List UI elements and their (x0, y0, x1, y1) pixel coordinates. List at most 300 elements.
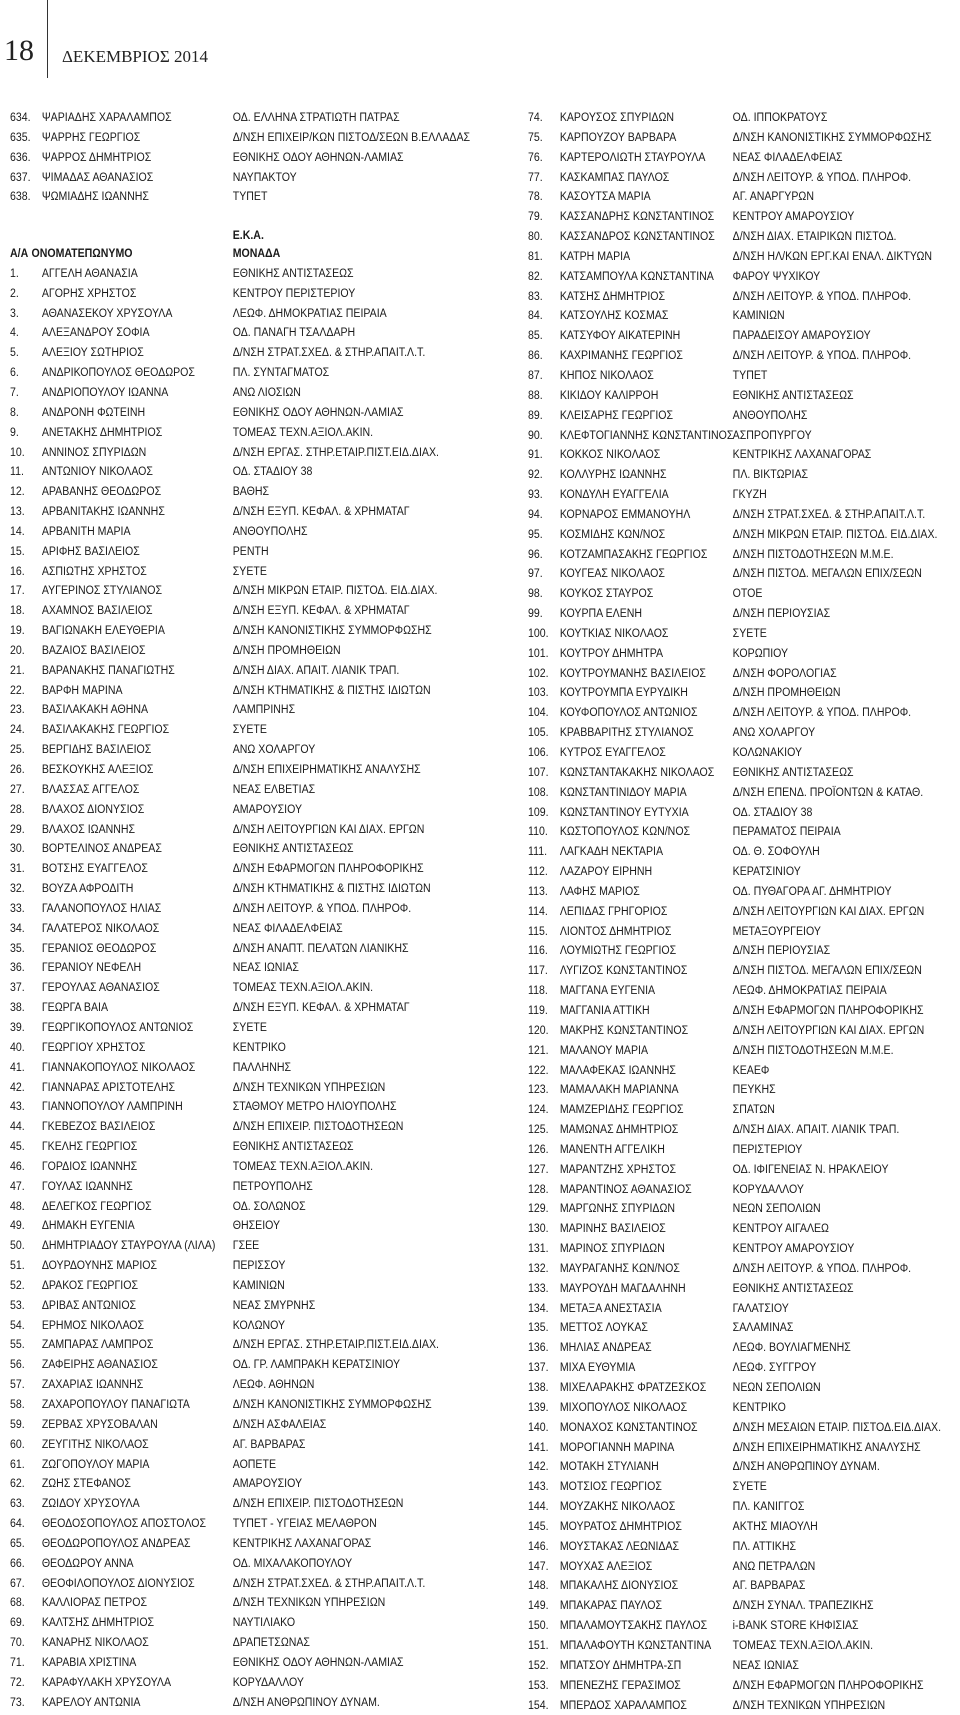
branch-unit: ΛΕΩΦ. ΔΗΜΟΚΡΑΤΙΑΣ ΠΕΙΡΑΙΑ (233, 304, 387, 324)
list-item (10, 1613, 431, 1633)
person-name: ΚΑΡΠΟΥΖΟΥ ΒΑΡΒΑΡΑ (560, 128, 676, 148)
person-name: ΚΑΤΣΟΥΛΗΣ ΚΟΣΜΑΣ (560, 306, 669, 326)
item-number: 70. (10, 1633, 25, 1653)
branch-unit: ΣΥΕΤΕ (233, 720, 267, 740)
person-name: ΚΑΡΑΦΥΛΑΚΗ ΧΡΥΣΟΥΛΑ (42, 1673, 171, 1693)
branch-unit: ΠΛ. ΑΤΤΙΚΗΣ (733, 1537, 796, 1557)
item-number: 47. (10, 1177, 25, 1197)
branch-unit: ΠΛ. ΣΥΝΤΑΓΜΑΤΟΣ (233, 363, 329, 383)
list-item (528, 981, 900, 1001)
branch-unit: ΕΘΝΙΚΗΣ ΟΔΟΥ ΑΘΗΝΩΝ-ΛΑΜΙΑΣ (233, 148, 404, 168)
person-name: ΓΕΡΑΝΙΟΥ ΝΕΦΕΛΗ (42, 958, 141, 978)
item-number: 144. (528, 1497, 549, 1517)
branch-unit: ΓΣΕΕ (233, 1236, 259, 1256)
list-item (528, 862, 900, 882)
branch-unit: ΑΚΤΗΣ ΜΙΑΟΥΛΗ (733, 1517, 818, 1537)
branch-unit: Δ/ΝΣΗ ΕΞΥΠ. ΚΕΦΑΛ. & ΧΡΗΜΑΤΑΓ (233, 998, 410, 1018)
branch-unit: Δ/ΝΣΗ ΚΤΗΜΑΤΙΚΗΣ & ΠΙΣΤΗΣ ΙΔΙΩΤΩΝ (233, 879, 431, 899)
list-item (528, 1100, 900, 1120)
branch-unit: ΟΔ. ΣΤΑΔΙΟΥ 38 (733, 803, 813, 823)
item-number: 36. (10, 958, 25, 978)
list-item (10, 187, 431, 207)
list-item (10, 148, 431, 168)
list-item (10, 168, 431, 188)
list-item (10, 1554, 431, 1574)
item-number: 134. (528, 1299, 549, 1319)
branch-unit: ΟΔ. ΙΦΙΓΕΝΕΙΑΣ Ν. ΗΡΑΚΛΕΙΟΥ (733, 1160, 889, 1180)
person-name: ΚΑΤΣΥΦΟΥ ΑΙΚΑΤΕΡΙΝΗ (560, 326, 680, 346)
item-number: 35. (10, 939, 25, 959)
item-number: 75. (528, 128, 543, 148)
person-name: ΚΟΥΓΕΑΣ ΝΙΚΟΛΑΟΣ (560, 564, 665, 584)
list-item (528, 564, 900, 584)
branch-unit: ΚΕΝΤΡΙΚΟ (233, 1038, 286, 1058)
item-number: 53. (10, 1296, 25, 1316)
branch-unit: ΑΝΘΟΥΠΟΛΗΣ (233, 522, 308, 542)
person-name: ΚΑΣΣΑΝΔΡΗΣ ΚΩΝΣΤΑΝΤΙΝΟΣ (560, 207, 714, 227)
person-name: ΜΙΧΕΛΑΡΑΚΗΣ ΦΡΑΤΖΕΣΚΟΣ (560, 1378, 706, 1398)
list-item (10, 562, 431, 582)
list-item (10, 1335, 431, 1355)
item-number: 128. (528, 1180, 549, 1200)
branch-unit: Δ/ΝΣΗ ΛΕΙΤΟΥΡ. & ΥΠΟΔ. ΠΛΗΡΟΦ. (733, 1259, 911, 1279)
list-item (528, 842, 900, 862)
item-number: 22. (10, 681, 25, 701)
list-item (10, 1455, 431, 1475)
branch-unit: Δ/ΝΣΗ ΤΕΧΝΙΚΩΝ ΥΠΗΡΕΣΙΩΝ (233, 1078, 386, 1098)
list-item (528, 1180, 900, 1200)
item-number: 92. (528, 465, 543, 485)
person-name: ΚΑΣΟΥΤΣΑ ΜΑΡΙΑ (560, 187, 651, 207)
item-number: 68. (10, 1593, 25, 1613)
person-name: ΓΑΛΑΤΕΡΟΣ ΝΙΚΟΛΑΟΣ (42, 919, 160, 939)
item-number: 634. (10, 108, 31, 128)
item-number: 107. (528, 763, 549, 783)
person-name: ΑΣΠΙΩΤΗΣ ΧΡΗΣΤΟΣ (42, 562, 147, 582)
list-item (528, 386, 900, 406)
list-item (528, 287, 900, 307)
list-item (10, 542, 431, 562)
list-item (10, 1474, 431, 1494)
branch-unit: Δ/ΝΣΗ ΛΕΙΤΟΥΡΓΙΩΝ ΚΑΙ ΔΙΑΧ. ΕΡΓΩΝ (733, 902, 925, 922)
person-name: ΕΡΗΜΟΣ ΝΙΚΟΛΑΟΣ (42, 1316, 144, 1336)
list-item (10, 998, 431, 1018)
branch-unit: ΠΑΛΛΗΝΗΣ (233, 1058, 291, 1078)
branch-unit: Δ/ΝΣΗ ΗΛ/ΚΩΝ ΕΡΓ.ΚΑΙ ΕΝΑΛ. ΔΙΚΤΥΩΝ (733, 247, 932, 267)
person-name: ΔΟΥΡΔΟΥΝΗΣ ΜΑΡΙΟΣ (42, 1256, 157, 1276)
person-name: ΖΑΦΕΙΡΗΣ ΑΘΑΝΑΣΙΟΣ (42, 1355, 158, 1375)
list-item (528, 584, 900, 604)
list-item (528, 1160, 900, 1180)
list-item (10, 899, 431, 919)
list-item (528, 465, 900, 485)
branch-unit: ΝΕΑΣ ΦΙΛΑΔΕΛΦΕΙΑΣ (233, 919, 343, 939)
item-number: 62. (10, 1474, 25, 1494)
person-name: ΚΟΥΤΚΙΑΣ ΝΙΚΟΛΑΟΣ (560, 624, 669, 644)
item-number: 66. (10, 1554, 25, 1574)
list-item (528, 545, 900, 565)
member-list-right (528, 108, 960, 1715)
branch-unit: ΕΘΝΙΚΗΣ ΑΝΤΙΣΤΑΣΕΩΣ (233, 839, 354, 859)
item-number: 12. (10, 482, 25, 502)
list-item (528, 1001, 900, 1021)
item-number: 5. (10, 343, 19, 363)
item-number: 4. (10, 323, 19, 343)
item-number: 7. (10, 383, 19, 403)
person-name: ΑΘΑΝΑΣΕΚΟΥ ΧΡΥΣΟΥΛΑ (42, 304, 173, 324)
left-column (10, 108, 500, 1713)
person-name: ΚΟΛΛΥΡΗΣ ΙΩΑΝΝΗΣ (560, 465, 667, 485)
item-number: 135. (528, 1318, 549, 1338)
branch-unit: Δ/ΝΣΗ ΠΙΣΤΟΔ. ΜΕΓΑΛΩΝ ΕΠΙΧ/ΣΕΩΝ (733, 961, 922, 981)
item-number: 112. (528, 862, 548, 882)
branch-unit: ΑΣΠΡΟΠΥΡΓΟΥ (733, 426, 812, 446)
list-item (528, 168, 900, 188)
branch-unit: ΚΕΡΑΤΣΙΝΙΟΥ (733, 862, 801, 882)
person-name: ΖΩΙΔΟΥ ΧΡΥΣΟΥΛΑ (42, 1494, 140, 1514)
person-name: ΜΑΜΩΝΑΣ ΔΗΜΗΤΡΙΟΣ (560, 1120, 679, 1140)
branch-unit: Δ/ΝΣΗ ΕΦΑΡΜΟΓΩΝ ΠΛΗΡΟΦΟΡΙΚΗΣ (233, 859, 424, 879)
list-item (10, 859, 431, 879)
branch-unit: Δ/ΝΣΗ ΔΙΑΧ. ΑΠΑΙΤ. ΛΙΑΝΙΚ ΤΡΑΠ. (233, 661, 400, 681)
person-name: ΜΟΥΖΑΚΗΣ ΝΙΚΟΛΑΟΣ (560, 1497, 675, 1517)
branch-unit: ΟΔ. ΠΥΘΑΓΟΡΑ ΑΓ. ΔΗΜΗΤΡΙΟΥ (733, 882, 892, 902)
list-item (10, 1296, 431, 1316)
branch-unit: Δ/ΝΣΗ ΚΑΝΟΝΙΣΤΙΚΗΣ ΣΥΜΜΟΡΦΩΣΗΣ (733, 128, 932, 148)
branch-unit: ΓΚΥΖΗ (733, 485, 767, 505)
person-name: ΜΑΥΡΟΥΔΗ ΜΑΓΔΑΛΗΝΗ (560, 1279, 686, 1299)
branch-unit: ΣΠΑΤΩΝ (733, 1100, 775, 1120)
list-item (10, 1673, 431, 1693)
item-number: 146. (528, 1537, 549, 1557)
list-item (528, 1418, 900, 1438)
branch-unit: ΤΥΠΕΤ - ΥΓΕΙΑΣ ΜΕΛΑΘΡΟΝ (233, 1514, 377, 1534)
person-name: ΖΕΡΒΑΣ ΧΡΥΣΟΒΑΛΑΝ (42, 1415, 158, 1435)
person-name: ΜΗΛΙΑΣ ΑΝΔΡΕΑΣ (560, 1338, 652, 1358)
branch-unit: Δ/ΝΣΗ ΛΕΙΤΟΥΡΓΙΩΝ ΚΑΙ ΔΙΑΧ. ΕΡΓΩΝ (233, 820, 425, 840)
list-item (528, 1696, 900, 1715)
item-number: 52. (10, 1276, 25, 1296)
branch-unit: ΕΘΝΙΚΗΣ ΑΝΤΙΣΤΑΣΕΩΣ (733, 1279, 854, 1299)
list-item (528, 1358, 900, 1378)
item-number: 637. (10, 168, 31, 188)
person-name: ΒΑΖΑΙΟΣ ΒΑΣΙΛΕΙΟΣ (42, 641, 146, 661)
item-number: 29. (10, 820, 25, 840)
branch-unit: ΣΥΕΤΕ (233, 562, 267, 582)
item-number: 23. (10, 700, 25, 720)
person-name: ΜΠΕΡΔΟΣ ΧΑΡΑΛΑΜΠΟΣ (560, 1696, 687, 1715)
list-item (528, 1517, 900, 1537)
branch-unit: ΟΤΟΕ (733, 584, 763, 604)
person-name: ΚΑΧΡΙΜΑΝΗΣ ΓΕΩΡΓΙΟΣ (560, 346, 683, 366)
item-number: 44. (10, 1117, 25, 1137)
list-item (10, 383, 431, 403)
person-name: ΚΟΚΚΟΣ ΝΙΚΟΛΑΟΣ (560, 445, 660, 465)
item-number: 16. (10, 562, 25, 582)
person-name: ΚΛΕΦΤΟΓΙΑΝΝΗΣ ΚΩΝΣΤΑΝΤΙΝΟΣ (560, 426, 734, 446)
page-number: 18 (4, 34, 34, 68)
list-item (528, 1041, 900, 1061)
person-name: ΚΗΠΟΣ ΝΙΚΟΛΑΟΣ (560, 366, 654, 386)
branch-unit: Δ/ΝΣΗ ΠΡΟΜΗΘΕΙΩΝ (233, 641, 341, 661)
list-item (10, 443, 431, 463)
item-number: 15. (10, 542, 25, 562)
list-item (10, 621, 431, 641)
item-number: 104. (528, 703, 549, 723)
item-number: 79. (528, 207, 543, 227)
list-item (10, 780, 431, 800)
person-name: ΓΑΛΑΝΟΠΟΥΛΟΣ ΗΛΙΑΣ (42, 899, 161, 919)
item-number: 11. (10, 462, 24, 482)
item-number: 121. (528, 1041, 549, 1061)
list-item (10, 1256, 431, 1276)
item-number: 34. (10, 919, 25, 939)
item-number: 45. (10, 1137, 25, 1157)
list-item (10, 919, 431, 939)
person-name: ΓΕΡΟΥΛΑΣ ΑΘΑΝΑΣΙΟΣ (42, 978, 160, 998)
item-number: 64. (10, 1514, 25, 1534)
branch-unit: ΜΕΤΑΞΟΥΡΓΕΙΟΥ (733, 922, 821, 942)
list-item (10, 1157, 431, 1177)
person-name: ΑΛΕΞΑΝΔΡΟΥ ΣΟΦΙΑ (42, 323, 150, 343)
item-number: 25. (10, 740, 25, 760)
item-number: 41. (10, 1058, 25, 1078)
person-name: ΖΑΧΑΡΟΠΟΥΛΟΥ ΠΑΝΑΓΙΩΤΑ (42, 1395, 190, 1415)
branch-unit: ΤΟΜΕΑΣ ΤΕΧΝ.ΑΞΙΟΛ.ΑΚΙΝ. (233, 423, 373, 443)
person-name: ΜΑΡΑΝΤΖΗΣ ΧΡΗΣΤΟΣ (560, 1160, 676, 1180)
person-name: ΑΝΔΡΙΚΟΠΟΥΛΟΣ ΘΕΟΔΩΡΟΣ (42, 363, 195, 383)
branch-unit: ΦΑΡΟΥ ΨΥΧΙΚΟΥ (733, 267, 820, 287)
person-name: ΑΧΑΜΝΟΣ ΒΑΣΙΛΕΙΟΣ (42, 601, 153, 621)
person-name: ΜΑΜΖΕΡΙΔΗΣ ΓΕΩΡΓΙΟΣ (560, 1100, 684, 1120)
item-number: 154. (528, 1696, 549, 1715)
item-number: 46. (10, 1157, 25, 1177)
item-number: 122. (528, 1061, 549, 1081)
list-item (528, 683, 900, 703)
branch-unit: ΚΕΝΤΡΟΥ ΠΕΡΙΣΤΕΡΙΟΥ (233, 284, 356, 304)
list-item (10, 978, 431, 998)
item-number: 120. (528, 1021, 549, 1041)
person-name: ΑΝΔΡΙΟΠΟΥΛΟΥ ΙΩΑΝΝΑ (42, 383, 169, 403)
person-name: ΜΕΤΑΞΑ ΑΝΕΣΤΑΣΙΑ (560, 1299, 662, 1319)
person-name: ΚΟΥΚΟΣ ΣΤΑΥΡΟΣ (560, 584, 653, 604)
person-name: ΨΩΜΙΑΔΗΣ ΙΩΑΝΝΗΣ (42, 187, 149, 207)
person-name: ΚΑΡΕΛΟΥ ΑΝΤΩΝΙΑ (42, 1693, 141, 1713)
table-header-row (10, 244, 431, 264)
header-unit: ΜΟΝΑΔΑ (233, 244, 281, 264)
person-name: ΒΑΡΑΝΑΚΗΣ ΠΑΝΑΓΙΩΤΗΣ (42, 661, 175, 681)
branch-unit: Δ/ΝΣΗ ΔΙΑΧ. ΕΤΑΙΡΙΚΩΝ ΠΙΣΤΟΔ. (733, 227, 897, 247)
list-item (528, 366, 900, 386)
person-name: ΚΑΣΣΑΝΔΡΟΣ ΚΩΝΣΤΑΝΤΙΝΟΣ (560, 227, 715, 247)
person-name: ΜΑΡΙΝΟΣ ΣΠΥΡΙΔΩΝ (560, 1239, 665, 1259)
item-number: 31. (10, 859, 25, 879)
branch-unit: Δ/ΝΣΗ ΦΟΡΟΛΟΓΙΑΣ (733, 664, 837, 684)
person-name: ΜΑΓΓΑΝΑ ΕΥΓΕΝΙΑ (560, 981, 655, 1001)
list-item (528, 1557, 900, 1577)
list-item (528, 1299, 900, 1319)
branch-unit: Δ/ΝΣΗ ΑΣΦΑΛΕΙΑΣ (233, 1415, 327, 1435)
header-number: Α/Α (10, 244, 28, 264)
list-item (528, 1061, 900, 1081)
item-number: 124. (528, 1100, 549, 1120)
person-name: ΑΓΟΡΗΣ ΧΡΗΣΤΟΣ (42, 284, 137, 304)
person-name: ΒΟΤΣΗΣ ΕΥΑΓΓΕΛΟΣ (42, 859, 148, 879)
person-name: ΜΠΑΛΑΦΟΥΤΗ ΚΩΝΣΤΑΝΤΙΝΑ (560, 1636, 711, 1656)
item-number: 37. (10, 978, 25, 998)
item-number: 125. (528, 1120, 549, 1140)
item-number: 635. (10, 128, 31, 148)
item-number: 67. (10, 1574, 25, 1594)
branch-unit: ΠΕΡΙΣΣΟΥ (233, 1256, 286, 1276)
list-item (528, 743, 900, 763)
list-item (528, 803, 900, 823)
person-name: ΚΟΥΤΡΟΥΜΑΝΗΣ ΒΑΣΙΛΕΙΟΣ (560, 664, 706, 684)
item-number: 60. (10, 1435, 25, 1455)
item-number: 141. (528, 1438, 549, 1458)
branch-unit: Δ/ΝΣΗ ΛΕΙΤΟΥΡ. & ΥΠΟΔ. ΠΛΗΡΟΦ. (733, 168, 911, 188)
person-name: ΜΟΥΧΑΣ ΑΛΕΞΙΟΣ (560, 1557, 653, 1577)
item-number: 89. (528, 406, 543, 426)
branch-unit: Δ/ΝΣΗ ΛΕΙΤΟΥΡ. & ΥΠΟΔ. ΠΛΗΡΟΦ. (733, 287, 911, 307)
list-item (528, 1636, 900, 1656)
branch-unit: ΑΓ. ΑΝΑΡΓΥΡΩΝ (733, 187, 814, 207)
item-number: 21. (10, 661, 25, 681)
person-name: ΘΕΟΔΩΡΟΥ ΑΝΝΑ (42, 1554, 134, 1574)
item-number: 17. (10, 581, 25, 601)
item-number: 80. (528, 227, 543, 247)
item-number: 27. (10, 780, 25, 800)
branch-unit: Δ/ΝΣΗ ΠΙΣΤΟΔΟΤΗΣΕΩΝ Μ.Μ.Ε. (733, 1041, 894, 1061)
item-number: 26. (10, 760, 25, 780)
person-name: ΔΗΜΗΤΡΙΑΔΟΥ ΣΤΑΥΡΟΥΛΑ (ΛΙΛΑ) (42, 1236, 216, 1256)
item-number: 39. (10, 1018, 25, 1038)
person-name: ΚΩΝΣΤΑΝΤΙΝΙΔΟΥ ΜΑΡΙΑ (560, 783, 687, 803)
list-item (10, 1137, 431, 1157)
person-name: ΘΕΟΔΟΣΟΠΟΥΛΟΣ ΑΠΟΣΤΟΛΟΣ (42, 1514, 206, 1534)
item-number: 78. (528, 187, 543, 207)
branch-unit: Δ/ΝΣΗ ΚΤΗΜΑΤΙΚΗΣ & ΠΙΣΤΗΣ ΙΔΙΩΤΩΝ (233, 681, 431, 701)
person-name: ΜΟΤΑΚΗ ΣΤΥΛΙΑΝΗ (560, 1457, 659, 1477)
list-item (528, 306, 900, 326)
person-name: ΚΑΡΤΕΡΟΛΙΩΤΗ ΣΤΑΥΡΟΥΛΑ (560, 148, 706, 168)
list-item (10, 820, 431, 840)
previous-list-tail (10, 108, 500, 207)
page-header (0, 0, 960, 78)
branch-unit: Δ/ΝΣΗ ΕΦΑΡΜΟΓΩΝ ΠΛΗΡΟΦΟΡΙΚΗΣ (733, 1676, 924, 1696)
item-number: 116. (528, 941, 548, 961)
list-item (528, 1616, 900, 1636)
list-item (528, 1021, 900, 1041)
person-name: ΛΑΖΑΡΟΥ ΕΙΡΗΝΗ (560, 862, 652, 882)
branch-unit: ΠΑΡΑΔΕΙΣΟΥ ΑΜΑΡΟΥΣΙΟΥ (733, 326, 871, 346)
person-name: ΜΠΑΤΣΟΥ ΔΗΜΗΤΡΑ-ΣΠ (560, 1656, 681, 1676)
item-number: 103. (528, 683, 549, 703)
person-name: ΜΑΛΑΝΟΥ ΜΑΡΙΑ (560, 1041, 648, 1061)
list-item (10, 720, 431, 740)
branch-unit: Δ/ΝΣΗ ΜΕΣΑΙΩΝ ΕΤΑΙΡ. ΠΙΣΤΟΔ.ΕΙΔ.ΔΙΑΧ. (733, 1418, 941, 1438)
list-item (10, 879, 431, 899)
item-number: 20. (10, 641, 25, 661)
branch-unit: Δ/ΝΣΗ ΣΥΝΑΛ. ΤΡΑΠΕΖΙΚΗΣ (733, 1596, 874, 1616)
person-name: ΑΛΕΞΙΟΥ ΣΩΤΗΡΙΟΣ (42, 343, 144, 363)
item-number: 145. (528, 1517, 549, 1537)
item-number: 117. (528, 961, 548, 981)
branch-unit: Δ/ΝΣΗ ΔΙΑΧ. ΑΠΑΙΤ. ΛΙΑΝΙΚ ΤΡΑΠ. (733, 1120, 900, 1140)
item-number: 3. (10, 304, 19, 324)
item-number: 76. (528, 148, 543, 168)
list-item (10, 1097, 431, 1117)
branch-unit: ΚΟΛΩΝΟΥ (233, 1316, 285, 1336)
item-number: 150. (528, 1616, 549, 1636)
branch-unit: Δ/ΝΣΗ ΠΕΡΙΟΥΣΙΑΣ (733, 941, 830, 961)
item-number: 74. (528, 108, 543, 128)
person-name: ΘΕΟΔΩΡΟΠΟΥΛΟΣ ΑΝΔΡΕΑΣ (42, 1534, 191, 1554)
list-item (528, 941, 900, 961)
item-number: 96. (528, 545, 543, 565)
list-item (10, 700, 431, 720)
item-number: 153. (528, 1676, 549, 1696)
item-number: 61. (10, 1455, 25, 1475)
item-number: 136. (528, 1338, 549, 1358)
item-number: 85. (528, 326, 543, 346)
item-number: 59. (10, 1415, 25, 1435)
item-number: 72. (10, 1673, 25, 1693)
item-number: 84. (528, 306, 543, 326)
list-item (528, 783, 900, 803)
item-number: 115. (528, 922, 548, 942)
branch-unit: ΛΕΩΦ. ΒΟΥΛΙΑΓΜΕΝΗΣ (733, 1338, 851, 1358)
item-number: 69. (10, 1613, 25, 1633)
list-item (10, 522, 431, 542)
person-name: ΚΟΥΤΡΟΥΜΠΑ ΕΥΡΥΔΙΚΗ (560, 683, 688, 703)
item-number: 30. (10, 839, 25, 859)
person-name: ΒΟΡΤΕΛΙΝΟΣ ΑΝΔΡΕΑΣ (42, 839, 162, 859)
branch-unit: Δ/ΝΣΗ ΕΞΥΠ. ΚΕΦΑΛ. & ΧΡΗΜΑΤΑΓ (233, 601, 410, 621)
person-name: ΚΑΤΡΗ ΜΑΡΙΑ (560, 247, 630, 267)
branch-unit: ΛΕΩΦ. ΑΘΗΝΩΝ (233, 1375, 315, 1395)
list-item (528, 1656, 900, 1676)
list-item (528, 128, 900, 148)
list-item (528, 723, 900, 743)
branch-unit: ΚΑΜΙΝΙΩΝ (733, 306, 785, 326)
branch-unit: ΤΟΜΕΑΣ ΤΕΧΝ.ΑΞΙΟΛ.ΑΚΙΝ. (233, 1157, 373, 1177)
branch-unit: ΛΑΜΠΡΙΝΗΣ (233, 700, 295, 720)
list-item (10, 482, 431, 502)
branch-unit: i-BANK STORE ΚΗΦΙΣΙΑΣ (733, 1616, 859, 1636)
branch-unit: ΑΝΩ ΠΕΤΡΑΛΩΝ (733, 1557, 816, 1577)
item-number: 138. (528, 1378, 549, 1398)
branch-unit: ΠΛ. ΚΑΝΙΓΓΟΣ (733, 1497, 805, 1517)
list-item (10, 1038, 431, 1058)
item-number: 8. (10, 403, 19, 423)
branch-unit: Δ/ΝΣΗ ΜΙΚΡΩΝ ΕΤΑΙΡ. ΠΙΣΤΟΔ. ΕΙΔ.ΔΙΑΧ. (233, 581, 438, 601)
item-number: 98. (528, 584, 543, 604)
list-item (528, 1318, 900, 1338)
list-item (528, 525, 900, 545)
list-item (10, 1018, 431, 1038)
person-name: ΔΗΜΑΚΗ ΕΥΓΕΝΙΑ (42, 1216, 135, 1236)
person-name: ΓΙΑΝΝΑΚΟΠΟΥΛΟΣ ΝΙΚΟΛΑΟΣ (42, 1058, 195, 1078)
branch-unit: ΤΟΜΕΑΣ ΤΕΧΝ.ΑΞΙΟΛ.ΑΚΙΝ. (733, 1636, 873, 1656)
person-name: ΒΕΣΚΟΥΚΗΣ ΑΛΕΞΙΟΣ (42, 760, 154, 780)
branch-unit: ΣΥΕΤΕ (733, 624, 767, 644)
item-number: 55. (10, 1335, 25, 1355)
item-number: 99. (528, 604, 543, 624)
branch-unit: Δ/ΝΣΗ ΣΤΡΑΤ.ΣΧΕΔ. & ΣΤΗΡ.ΑΠΑΙΤ.Λ.Τ. (233, 1574, 426, 1594)
branch-unit: Δ/ΝΣΗ ΠΙΣΤΟΔΟΤΗΣΕΩΝ Μ.Μ.Ε. (733, 545, 894, 565)
item-number: 131. (528, 1239, 549, 1259)
